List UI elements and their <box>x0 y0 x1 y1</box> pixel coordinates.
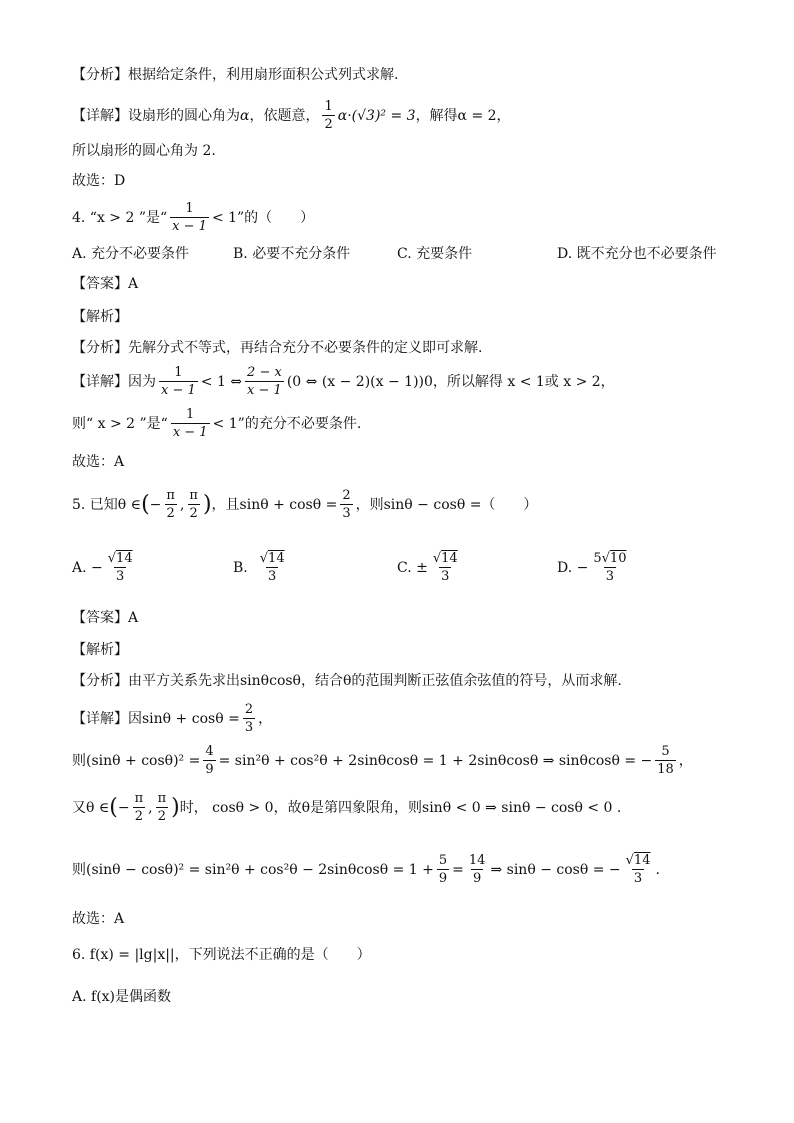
fraction-one-half: $\frac{1}{2}$ <box>324 99 333 132</box>
fraction-sqrt14-over-3: $\frac{√14}{3}$ <box>625 853 651 886</box>
q4-choose: 故选：A <box>72 454 125 470</box>
q4-analysis: 【分析】先解分式不等式，再结合充分不必要条件的定义即可求解. <box>72 340 483 356</box>
fraction-pi-over-2: $\frac{\pi}{2}$ <box>157 791 167 824</box>
q4-analysis-tag: 【解析】 <box>72 309 128 325</box>
q4-stem: 4. “x > 2 ”是“ $\frac{1}{x - 1}$ < 1”的（ ） <box>72 201 315 234</box>
q3-conclusion: 所以扇形的圆心角为 2. <box>72 143 216 159</box>
q5-detail: 【详解】因sinθ + cosθ = $\frac{2}{3}$ ， <box>72 702 273 735</box>
q3-analysis: 【分析】根据给定条件，利用扇形面积公式列式求解. <box>72 67 399 83</box>
q3-choose: 故选：D <box>72 173 126 189</box>
q5-step-3: 则(sinθ − cosθ)² = sin²θ + cos²θ − 2sinθcosθ = 1 + $\frac{5}{9}$ = $\frac{14}{9}$ ⇒ sinθ − cosθ = − $\frac{√14}{3}$ . <box>72 853 660 886</box>
fraction-2-over-3: $\frac{2}{3}$ <box>342 488 351 521</box>
q3-detail: 【详解】设扇形的圆心角为 α ，依题意， $\frac{1}{2}$ α·(√3)² = 3 ，解得α = 2， <box>72 99 511 132</box>
fraction-pi-over-2: $\frac{\pi}{2}$ <box>166 488 175 521</box>
fraction-14-over-9: $\frac{14}{9}$ <box>468 853 486 886</box>
q4-answer: 【答案】A <box>72 276 139 292</box>
q5-analysis-tag: 【解析】 <box>72 642 128 658</box>
fraction-sqrt14-over-3: $\frac{√14}{3}$ <box>107 551 133 584</box>
q4-detail: 【详解】因为 $\frac{1}{x - 1}$ < 1 ⇔ $\frac{2 - x}{x - 1}$ (0 ⇔ (x − 2)(x − 1))0，所以解得 x < 1或 x > 2， <box>72 365 615 398</box>
fraction-2-minus-x-over-x-minus-1: $\frac{2 - x}{x - 1}$ <box>247 365 282 398</box>
fraction-2-over-3: $\frac{2}{3}$ <box>244 702 254 735</box>
q5-answer: 【答案】A <box>72 610 139 626</box>
fraction-5-over-18: $\frac{5}{18}$ <box>657 744 674 777</box>
q5-option-c[interactable]: C. ± $\frac{√14}{3}$ <box>397 551 458 584</box>
fraction-sqrt14-over-3: $\frac{√14}{3}$ <box>432 551 458 584</box>
q4-option-c[interactable]: C. 充要条件 <box>397 246 473 262</box>
fraction-5-over-9: $\frac{5}{9}$ <box>438 853 448 886</box>
fraction-5sqrt10-over-3: $\frac{5√10}{3}$ <box>593 551 627 584</box>
fraction-sqrt14-over-3: $\frac{√14}{3}$ <box>259 551 285 584</box>
q5-option-b[interactable]: B. $\frac{√14}{3}$ <box>233 551 285 584</box>
fraction-1-over-x-minus-1: $\frac{1}{x - 1}$ <box>172 201 207 234</box>
q5-stem: 5. 已知θ ∈ ( − $\frac{\pi}{2}$ , $\frac{\pi}{2}$ ) ，且sinθ + cosθ = $\frac{2}{3}$ ，则sinθ − cosθ =（ ） <box>72 488 538 521</box>
q4-option-a[interactable]: A. 充分不必要条件 <box>72 246 190 262</box>
q5-step-1: 则(sinθ + cosθ)² = $\frac{4}{9}$ = sin²θ + cos²θ + 2sinθcosθ = 1 + 2sinθcosθ ⇒ sinθcosθ = − $\frac{5}{18}$ ， <box>72 744 693 777</box>
q5-step-2: 又θ ∈ ( − $\frac{\pi}{2}$ , $\frac{\pi}{2}$ ) 时， cosθ > 0，故θ是第四象限角，则sinθ < 0 ⇒ sinθ − cosθ < 0 . <box>72 791 622 824</box>
fraction-4-over-9: $\frac{4}{9}$ <box>205 744 214 777</box>
q6-stem: 6. f(x) = |lg|x||，下列说法不正确的是（ ） <box>72 947 371 963</box>
q4-conclusion: 则“ x > 2 ”是“ $\frac{1}{x - 1}$ < 1”的充分不必要条件. <box>72 407 362 440</box>
q5-option-a[interactable]: A. − $\frac{√14}{3}$ <box>72 551 133 584</box>
q4-option-d[interactable]: D. 既不充分也不必要条件 <box>557 246 717 262</box>
q5-choose: 故选：A <box>72 911 125 927</box>
fraction-1-over-x-minus-1: $\frac{1}{x - 1}$ <box>172 407 208 440</box>
fraction-1-over-x-minus-1: $\frac{1}{x - 1}$ <box>161 365 196 398</box>
q5-analysis: 【分析】由平方关系先求出sinθcosθ，结合θ的范围判断正弦值余弦值的符号，从而求解. <box>72 673 622 689</box>
q6-option-a[interactable]: A. f(x)是偶函数 <box>72 989 172 1005</box>
fraction-pi-over-2: $\frac{\pi}{2}$ <box>189 488 198 521</box>
q4-option-b[interactable]: B. 必要不充分条件 <box>233 246 351 262</box>
fraction-pi-over-2: $\frac{\pi}{2}$ <box>134 791 144 824</box>
q5-option-d[interactable]: D. − $\frac{5√10}{3}$ <box>557 551 627 584</box>
